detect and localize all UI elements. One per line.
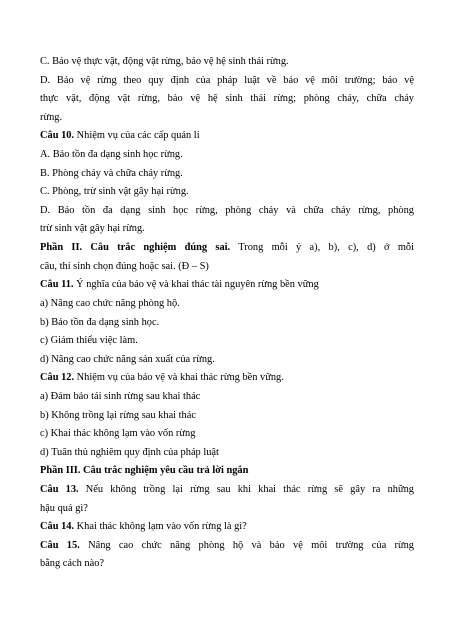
part2-instruction-line2: câu, thí sinh chọn đúng hoặc sai. (Đ – S)	[40, 261, 209, 272]
q13-question-line2: hậu quả gì?	[40, 503, 88, 514]
q12-option-c: c) Khai thác không lạm vào vốn rừng	[40, 428, 196, 439]
q15-label: Câu 15.	[40, 540, 80, 551]
q12-text: Nhiệm vụ của bảo vệ và khai thác rừng bền vững.	[74, 372, 284, 383]
part2-heading	[40, 241, 414, 254]
q12-label: Câu 12.	[40, 372, 75, 383]
q12-option-a: a) Đảm bảo tái sinh rừng sau khai thác	[40, 391, 201, 402]
q11-option-a: a) Nâng cao chức năng phòng hộ.	[40, 298, 180, 309]
q13-text-line1: Nếu không trồng lại rừng sau khi khai thác rừng sẽ gây ra những	[78, 484, 414, 495]
part2-instruction-line1: Trong mỗi ý a), b), c), d) ở mỗi	[230, 242, 414, 253]
q15-text-line1: Nâng cao chức năng phòng hộ và bảo vệ môi trường của rừng	[79, 540, 414, 551]
q12-option-d: d) Tuân thủ nghiêm quy định của pháp luật	[40, 447, 219, 458]
q11-option-b: b) Bảo tồn đa dạng sinh học.	[40, 317, 160, 328]
q11-question	[40, 278, 414, 291]
q15-question-line2: bằng cách nào?	[40, 558, 105, 569]
q13-label: Câu 13.	[40, 484, 79, 495]
part2-title: Phần II. Câu trắc nghiệm đúng sai.	[40, 242, 231, 253]
q15-question-line1	[40, 539, 414, 552]
q10-label: Câu 10.	[40, 130, 75, 141]
q12-option-b: b) Không trồng lại rừng sau khai thác	[40, 410, 196, 421]
q11-option-d: d) Nâng cao chức năng sản xuất của rừng.	[40, 354, 215, 365]
q14-text: Khai thác không lạm vào vốn rừng là gì?	[74, 521, 247, 532]
q10-question	[40, 129, 414, 142]
q11-option-c: c) Giảm thiểu việc làm.	[40, 335, 138, 346]
q9-option-d-line2: thực vật, động vật rừng, bảo vệ hệ sinh thái rừng; phòng cháy, chữa cháy	[40, 93, 414, 104]
q10-option-a: A. Bảo tồn đa dạng sinh học rừng.	[40, 149, 183, 160]
q10-option-d-line1: D. Bảo tồn đa dạng sinh học rừng, phòng cháy và chữa cháy rừng, phòng	[40, 205, 414, 216]
q10-text: Nhiệm vụ của các cấp quản lí	[74, 130, 200, 141]
q14-label: Câu 14.	[40, 521, 75, 532]
part3-title: Phần III. Câu trắc nghiệm yêu cầu trả lời ngắn	[40, 465, 249, 476]
q13-question-line1	[40, 483, 414, 496]
q14-question	[40, 520, 414, 533]
q10-option-d-line2: trừ sinh vật gây hại rừng.	[40, 223, 145, 234]
q11-label: Câu 11.	[40, 279, 74, 290]
q9-option-d-line3: rừng.	[40, 112, 63, 123]
q12-question	[40, 371, 414, 384]
q9-option-d-line1: D. Bảo vệ rừng theo quy định của pháp luật về bảo vệ môi trường; bảo vệ	[40, 75, 414, 86]
q10-option-c: C. Phòng, trừ sinh vật gây hại rừng.	[40, 186, 189, 197]
q9-option-c: C. Bảo vệ thực vật, động vật rừng, bảo vệ hệ sinh thái rừng.	[40, 56, 289, 67]
q10-option-b: B. Phòng cháy và chữa cháy rừng.	[40, 168, 183, 179]
q11-text: Ý nghĩa của bảo vệ và khai thác tài nguyên rừng bền vững	[73, 279, 319, 290]
part3-heading	[40, 464, 414, 477]
